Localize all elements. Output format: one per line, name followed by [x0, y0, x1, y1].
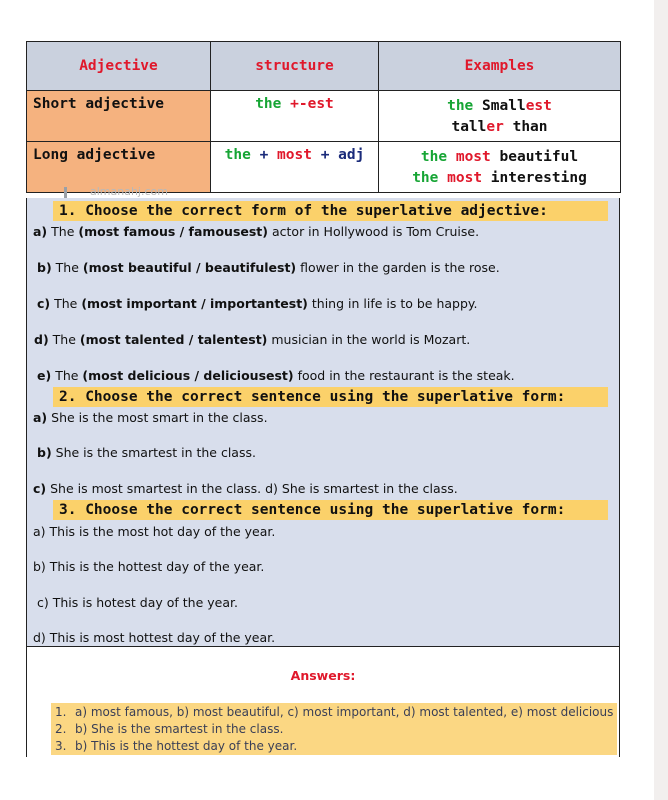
- question-letter: a): [33, 410, 48, 425]
- question-2c: [33, 481, 458, 496]
- question-choice: (most beautiful / beautifulest): [82, 260, 297, 275]
- short-adjective-examples: [379, 91, 621, 142]
- section-3-heading: 3. Choose the correct sentence using the superlative form:: [53, 500, 608, 520]
- example-line: [380, 117, 619, 138]
- page-edge: [654, 0, 668, 800]
- example-suffix: est: [525, 98, 552, 114]
- example-suffix: er: [486, 119, 504, 135]
- example-word: beautiful: [499, 149, 579, 165]
- question-letter: d): [34, 332, 49, 347]
- question-letter: a): [33, 524, 46, 539]
- question-text: She is most smartest in the class. d) She is smartest in the class.: [50, 481, 458, 496]
- example-base: Small: [482, 98, 526, 114]
- question-text: This is the most hot day of the year.: [49, 524, 276, 539]
- question-letter: c): [33, 481, 47, 496]
- long-adjective-label: Long adjective: [27, 142, 211, 193]
- question-post: flower in the garden is the rose.: [300, 260, 500, 275]
- question-pre: The: [51, 224, 75, 239]
- question-pre: The: [55, 260, 79, 275]
- example-the: the: [412, 170, 439, 186]
- question-3c: [37, 595, 238, 610]
- question-choice: (most famous / famousest): [78, 224, 268, 239]
- question-pre: The: [54, 296, 78, 311]
- question-post: musician in the world is Mozart.: [271, 332, 471, 347]
- question-2b: [37, 445, 256, 460]
- long-adjective-structure: [211, 142, 379, 193]
- section-2-heading: 2. Choose the correct sentence using the superlative form:: [53, 387, 608, 407]
- question-letter: b): [33, 559, 46, 574]
- answers-list: [51, 703, 617, 755]
- structure-plus: +: [320, 147, 330, 163]
- answer-number: 1.: [55, 705, 67, 719]
- example-line: [380, 168, 619, 189]
- question-3a: [33, 524, 275, 539]
- grammar-table-header: [27, 42, 621, 91]
- question-1d: [34, 332, 470, 347]
- question-post: thing in life is to be happy.: [311, 296, 478, 311]
- header-examples: Examples: [379, 42, 621, 91]
- question-text: This is the hottest day of the year.: [49, 559, 265, 574]
- question-pre: The: [55, 368, 79, 383]
- example-word: interesting: [490, 170, 587, 186]
- question-3d: [33, 630, 275, 645]
- example-the: the: [420, 149, 448, 165]
- question-choice: (most talented / talentest): [79, 332, 268, 347]
- example-line: [380, 96, 619, 117]
- example-line: [380, 147, 619, 168]
- row-short-adjective: [27, 91, 621, 142]
- short-adjective-structure: [211, 91, 379, 142]
- answer-text: a) most famous, b) most beautiful, c) most important, d) most talented, e) most delicious: [75, 705, 614, 719]
- grammar-table: [26, 41, 621, 193]
- short-adjective-label: Short adjective: [27, 91, 211, 142]
- question-letter: c): [37, 595, 49, 610]
- question-1b: [37, 260, 500, 275]
- exercise-panel: [26, 198, 620, 647]
- question-choice: (most delicious / deliciousest): [82, 368, 294, 383]
- answer-item: [55, 705, 613, 719]
- answers-title: Answers:: [290, 668, 356, 683]
- question-letter: d): [33, 630, 46, 645]
- question-letter: a): [33, 224, 48, 239]
- structure-most: most: [277, 147, 312, 163]
- question-text: This is most hottest day of the year.: [49, 630, 276, 645]
- question-3b: [33, 559, 264, 574]
- answer-item: [55, 739, 297, 753]
- watermark: almanahj.com: [90, 185, 168, 198]
- question-text: This is hotest day of the year.: [52, 595, 238, 610]
- structure-the: the: [255, 96, 282, 112]
- header-adjective: Adjective: [27, 42, 211, 91]
- question-2a: [33, 410, 268, 425]
- section-1-heading: 1. Choose the correct form of the superlative adjective:: [53, 201, 608, 221]
- long-adjective-examples: [379, 142, 621, 193]
- answers-box: [26, 647, 620, 757]
- question-1a: [33, 224, 479, 239]
- answer-item: [55, 722, 283, 736]
- question-choice: (most important / importantest): [81, 296, 308, 311]
- question-1e: [37, 368, 515, 383]
- question-1c: [37, 296, 478, 311]
- question-text: She is the most smart in the class.: [51, 410, 268, 425]
- question-letter: b): [37, 445, 52, 460]
- answer-text: b) She is the smartest in the class.: [75, 722, 284, 736]
- question-pre: The: [52, 332, 76, 347]
- header-structure: structure: [211, 42, 379, 91]
- answer-number: 3.: [55, 739, 67, 753]
- example-rest: than: [512, 119, 548, 135]
- structure-plus: +: [259, 147, 269, 163]
- example-most: most: [447, 170, 483, 186]
- structure-adj: adj: [338, 147, 365, 163]
- example-most: most: [455, 149, 491, 165]
- structure-the: the: [224, 147, 251, 163]
- question-letter: b): [37, 260, 52, 275]
- answer-number: 2.: [55, 722, 67, 736]
- question-letter: c): [37, 296, 51, 311]
- question-post: actor in Hollywood is Tom Cruise.: [271, 224, 480, 239]
- answer-text: b) This is the hottest day of the year.: [75, 739, 298, 753]
- example-the: the: [447, 98, 474, 114]
- question-text: She is the smartest in the class.: [55, 445, 256, 460]
- structure-suffix: +-est: [290, 96, 334, 112]
- question-post: food in the restaurant is the steak.: [297, 368, 515, 383]
- question-letter: e): [37, 368, 52, 383]
- example-base: tall: [451, 119, 487, 135]
